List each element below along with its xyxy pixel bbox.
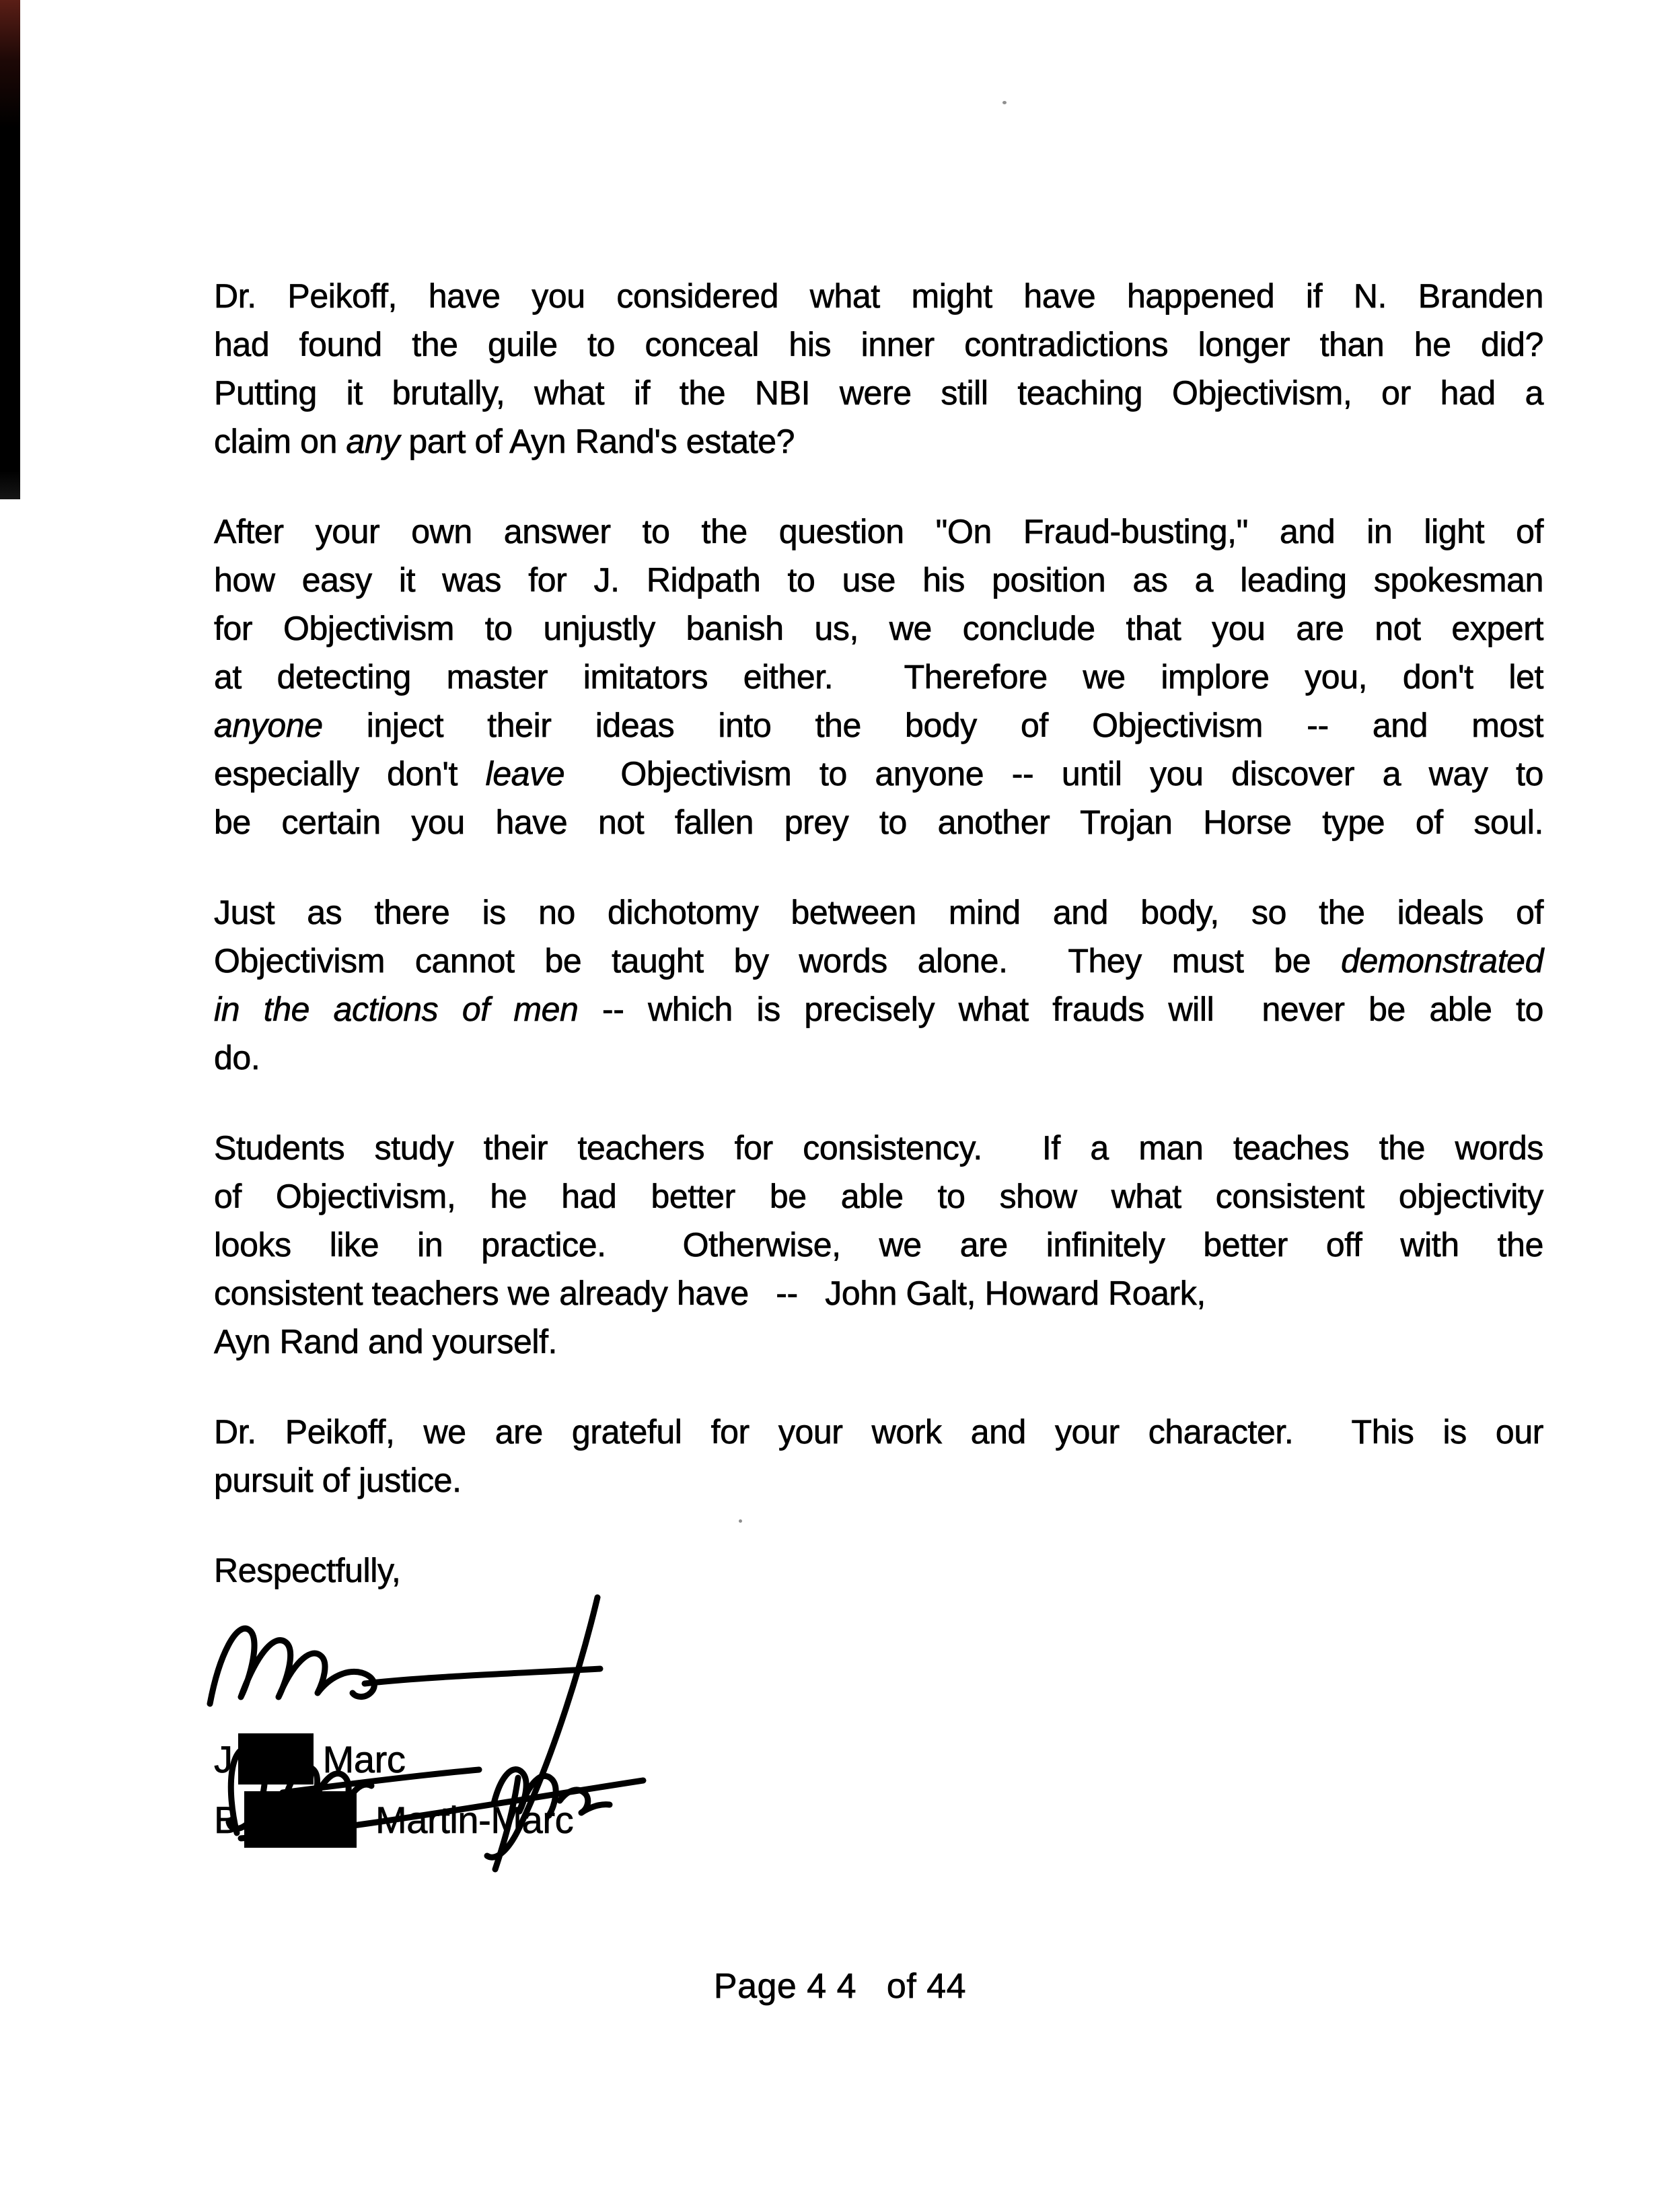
text-segment: looks like in practice. Otherwise, we are infinitely better off with the xyxy=(214,1226,1543,1264)
text-segment: Objectivism cannot be taught by words alone. They must be xyxy=(214,942,1342,980)
signatory-line xyxy=(214,1731,573,1787)
letter-paragraphs xyxy=(214,272,1543,1505)
text-segment: Putting it brutally, what if the NBI were still teaching Objectivism, or had a xyxy=(214,374,1543,412)
closing-salutation: Respectfully, xyxy=(214,1552,401,1589)
text-segment: part of Ayn Rand's estate? xyxy=(399,423,795,460)
italic-text: in the actions of men xyxy=(214,990,579,1028)
text-line xyxy=(214,1318,1543,1366)
letter-paragraph xyxy=(214,1124,1543,1366)
text-segment: of Objectivism, he had better be able to show what consistent objectivity xyxy=(214,1178,1543,1215)
text-segment: claim on xyxy=(214,423,346,460)
text-line xyxy=(214,1408,1543,1456)
redaction-box xyxy=(244,1791,357,1848)
scan-speck xyxy=(1002,101,1007,104)
text-segment: at detecting master imitators either. Therefore we implore you, don't let xyxy=(214,658,1543,696)
italic-text: any xyxy=(346,423,400,460)
signature-stroke xyxy=(210,1628,374,1704)
text-segment: especially don't xyxy=(214,755,486,793)
signatory-name: Martin-Marc xyxy=(375,1798,574,1841)
page-number: Page 4 4 of 44 xyxy=(713,1967,967,2006)
text-segment: Students study their teachers for consistency. If a man teaches the words xyxy=(214,1129,1543,1167)
text-line xyxy=(214,272,1543,320)
text-segment: be certain you have not fallen prey to another Trojan Horse type of soul. xyxy=(214,803,1543,841)
text-line xyxy=(214,1034,1543,1082)
text-line xyxy=(214,604,1543,653)
text-line xyxy=(214,1269,1543,1318)
text-line xyxy=(214,320,1543,369)
text-line xyxy=(214,1172,1543,1221)
text-line xyxy=(214,369,1543,417)
text-segment: do. xyxy=(214,1039,260,1077)
text-line xyxy=(214,798,1543,846)
text-line xyxy=(214,937,1543,985)
text-line xyxy=(214,1456,1543,1505)
text-line xyxy=(214,985,1543,1034)
text-segment: Dr. Peikoff, we are grateful for your work and your character. This is our xyxy=(214,1413,1543,1451)
signatory-name: Marc xyxy=(322,1737,406,1780)
text-segment: Just as there is no dichotomy between mind and body, so the ideals of xyxy=(214,894,1543,931)
signatory-initial: J xyxy=(214,1737,233,1780)
redaction-box xyxy=(238,1733,314,1785)
text-segment: pursuit of justice. xyxy=(214,1462,462,1499)
text-segment: -- which is precisely what frauds will never be able to xyxy=(578,990,1543,1028)
letter-paragraph xyxy=(214,272,1543,466)
signature-stroke xyxy=(365,1669,600,1684)
text-segment: Ayn Rand and yourself. xyxy=(214,1323,558,1361)
text-segment: inject their ideas into the body of Objectivism -- and most xyxy=(322,707,1543,744)
text-segment: Objectivism to anyone -- until you discover a way to xyxy=(564,755,1543,793)
text-segment: had found the guile to conceal his inner contradictions longer than he did? xyxy=(214,326,1543,363)
text-line xyxy=(214,417,1543,466)
text-line xyxy=(214,1124,1543,1172)
italic-text: leave xyxy=(485,755,565,793)
letter-paragraph xyxy=(214,888,1543,1082)
text-line xyxy=(214,653,1543,701)
italic-text: demonstrated xyxy=(1341,942,1543,980)
text-segment: how easy it was for J. Ridpath to use his position as a leading spokesman xyxy=(214,561,1543,599)
signatory-names xyxy=(214,1731,573,1848)
signatory-initial: B xyxy=(214,1798,239,1841)
text-segment: for Objectivism to unjustly banish us, we conclude that you are not expert xyxy=(214,610,1543,647)
text-line xyxy=(214,888,1543,937)
text-line xyxy=(214,507,1543,556)
text-segment: consistent teachers we already have -- John Galt, Howard Roark, xyxy=(214,1274,1206,1312)
text-segment: After your own answer to the question "On Fraud-busting," and in light of xyxy=(214,513,1543,550)
signatory-line xyxy=(214,1791,573,1848)
text-line xyxy=(214,556,1543,604)
letter-paragraph xyxy=(214,507,1543,846)
letter-body xyxy=(214,272,1543,1595)
text-line xyxy=(214,750,1543,798)
text-segment: Dr. Peikoff, have you considered what might have happened if N. Branden xyxy=(214,277,1543,315)
italic-text: anyone xyxy=(214,707,323,744)
text-line xyxy=(214,701,1543,750)
text-line xyxy=(214,1221,1543,1269)
letter-paragraph xyxy=(214,1408,1543,1505)
scan-artifact-bar xyxy=(0,0,20,499)
